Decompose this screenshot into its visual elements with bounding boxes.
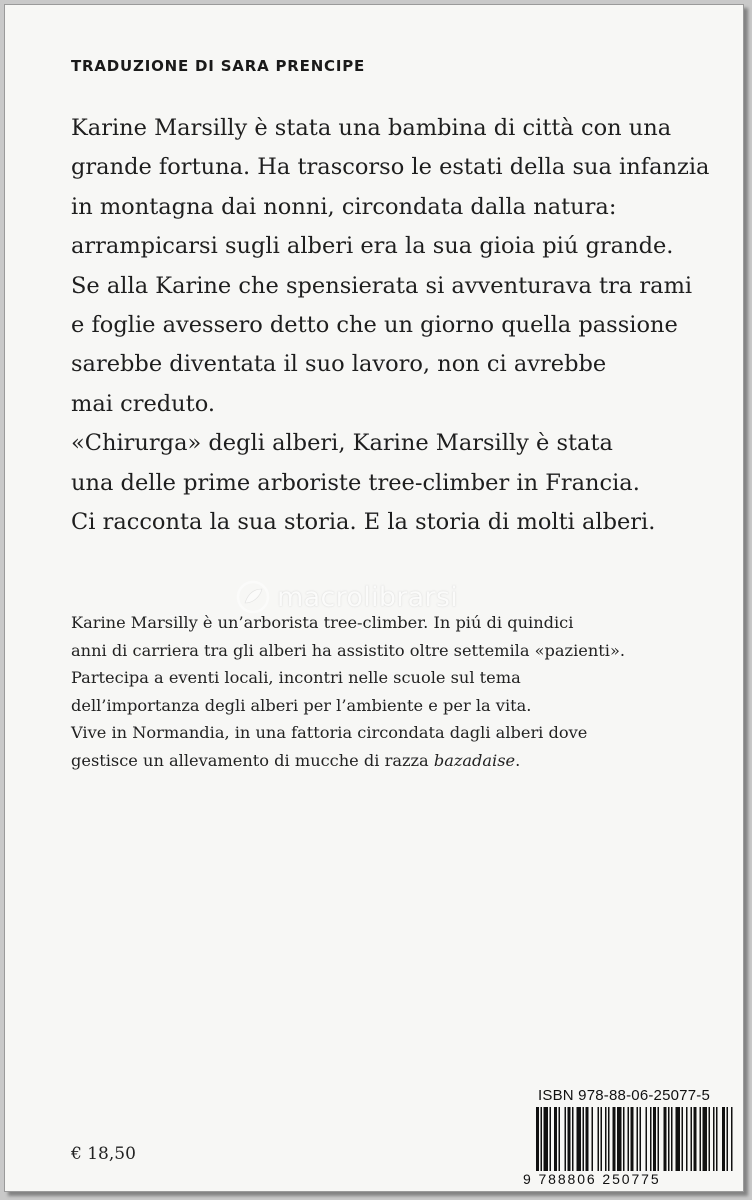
barcode-bar bbox=[722, 1107, 725, 1171]
blurb-line: mai creduto. bbox=[71, 390, 216, 417]
barcode-bar bbox=[592, 1107, 594, 1171]
barcode-bar bbox=[671, 1107, 673, 1171]
barcode-bar bbox=[601, 1107, 603, 1171]
barcode-bar bbox=[608, 1107, 610, 1171]
barcode-bar bbox=[605, 1107, 607, 1171]
bio-line: dell’importanza degli alberi per l’ambiente e per la vita. bbox=[71, 695, 532, 715]
barcode-bar bbox=[640, 1107, 642, 1171]
barcode-bar bbox=[637, 1107, 639, 1171]
barcode-bar bbox=[668, 1107, 670, 1171]
barcode-bar bbox=[583, 1107, 585, 1171]
bio-line: Vive in Normandia, in una fattoria circondata dagli alberi dove bbox=[71, 723, 588, 743]
barcode-bar bbox=[703, 1107, 708, 1171]
isbn-label: ISBN 978-88-06-25077-5 bbox=[538, 1087, 711, 1104]
blurb-line: Ci racconta la sua storia. E la storia di molti alberi. bbox=[71, 509, 656, 536]
barcode-bar bbox=[544, 1107, 549, 1171]
barcode-bar bbox=[664, 1107, 667, 1171]
translator-credit: TRADUZIONE DI SARA PRENCIPE bbox=[71, 57, 366, 75]
barcode-bar bbox=[565, 1107, 567, 1171]
barcode-bar bbox=[572, 1107, 574, 1171]
barcode-bar bbox=[541, 1107, 543, 1171]
barcode-bar bbox=[650, 1107, 652, 1171]
bio-line-end: . bbox=[515, 750, 521, 770]
barcode-bar bbox=[598, 1107, 600, 1171]
author-bio bbox=[71, 609, 731, 775]
barcode-bar bbox=[727, 1107, 729, 1171]
blurb-line: grande fortuna. Ha trascorso le estati della sua infanzia bbox=[71, 154, 710, 181]
blurb-line: Karine Marsilly è stata una bambina di città con una bbox=[71, 115, 672, 141]
barcode-bar bbox=[646, 1107, 648, 1171]
barcode-bar bbox=[623, 1107, 625, 1171]
bio-line: Partecipa a eventi locali, incontri nelle scuole sul tema bbox=[71, 668, 521, 688]
barcode-bar bbox=[613, 1107, 616, 1171]
bio-line bbox=[71, 747, 731, 775]
barcode-bar bbox=[628, 1107, 630, 1171]
barcode-digits: 9 788806 250775 bbox=[523, 1171, 661, 1187]
barcode-bar bbox=[559, 1107, 561, 1171]
blurb-line: sarebbe diventata il suo lavoro, non ci avrebbe bbox=[71, 351, 607, 378]
barcode-bar bbox=[700, 1107, 702, 1171]
barcode-bar bbox=[653, 1107, 656, 1171]
blurb-line: una delle prime arboriste tree-climber in Francia. bbox=[71, 469, 640, 496]
bio-line-text: gestisce un allevamento di mucche di razza bbox=[71, 750, 434, 770]
barcode-bar bbox=[709, 1107, 711, 1171]
barcode-bar bbox=[716, 1107, 718, 1171]
blurb-line: in montagna dai nonni, circondata dalla natura: bbox=[71, 193, 617, 220]
blurb-line: Se alla Karine che spensierata si avventurava tra rami bbox=[71, 272, 693, 299]
barcode-bar bbox=[617, 1107, 622, 1171]
barcode-bar bbox=[550, 1107, 552, 1171]
barcode-bar bbox=[676, 1107, 681, 1171]
book-blurb bbox=[71, 109, 711, 542]
barcode-bar bbox=[586, 1107, 589, 1171]
barcode-bar bbox=[568, 1107, 571, 1171]
blurb-line: e foglie avessero detto che un giorno quella passione bbox=[71, 312, 678, 339]
price: € 18,50 bbox=[71, 1144, 136, 1164]
barcode-bar bbox=[682, 1107, 684, 1171]
barcode-bar bbox=[631, 1107, 634, 1171]
barcode-bar bbox=[713, 1107, 715, 1171]
watermark-text: macrolibrarsi bbox=[277, 581, 459, 613]
blurb-line: arrampicarsi sugli alberi era la sua gioia piú grande. bbox=[71, 233, 674, 260]
barcode-bar bbox=[731, 1107, 733, 1171]
bio-line: anni di carriera tra gli alberi ha assistito oltre settemila «pazienti». bbox=[71, 640, 626, 660]
bio-line: Karine Marsilly è un’arborista tree-climber. In piú di quindici bbox=[71, 613, 574, 632]
back-cover bbox=[4, 4, 744, 1192]
barcode-bar bbox=[694, 1107, 697, 1171]
breed-name: bazadaise bbox=[433, 750, 516, 770]
barcode-bar bbox=[658, 1107, 660, 1171]
barcode-bar bbox=[577, 1107, 582, 1171]
blurb-line: «Chirurga» degli alberi, Karine Marsilly è stata bbox=[71, 430, 613, 457]
barcode-bar bbox=[554, 1107, 557, 1171]
barcode-bar bbox=[691, 1107, 693, 1171]
barcode bbox=[536, 1107, 734, 1171]
barcode-bar bbox=[686, 1107, 688, 1171]
barcode-bar bbox=[536, 1107, 539, 1171]
